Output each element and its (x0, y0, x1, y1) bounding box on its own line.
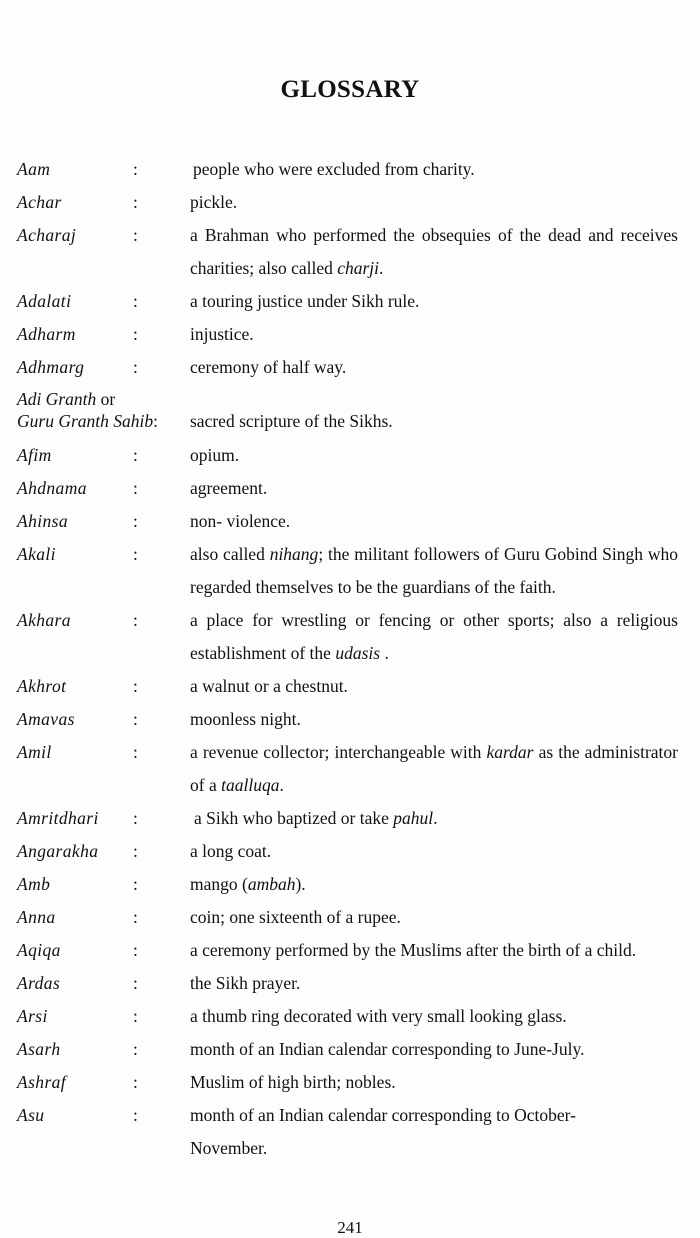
glossary-term: Afim (17, 445, 52, 465)
glossary-entry (17, 439, 678, 472)
separator: : (133, 610, 138, 630)
glossary-term: Adalati (17, 291, 72, 311)
separator: : (133, 808, 138, 828)
separator: : (133, 511, 138, 531)
glossary-definition: moonless night. (190, 709, 301, 729)
italic-term: pahul (393, 808, 434, 828)
glossary-definition: a revenue collector; interchangeable with kardar as the administrator of a taalluqa. (190, 742, 678, 795)
separator: : (133, 1039, 138, 1059)
separator: : (153, 411, 158, 431)
italic-term: udasis (335, 643, 381, 663)
separator: : (133, 159, 138, 179)
glossary-list (17, 153, 678, 1165)
glossary-definition: a Sikh who baptized or take pahul. (194, 808, 438, 828)
glossary-definition: a Brahman who performed the obsequies of the dead and receives charities; also called charji. (190, 225, 678, 278)
glossary-definition: ceremony of half way. (190, 357, 347, 377)
glossary-definition: sacred scripture of the Sikhs. (190, 411, 393, 431)
separator: : (133, 907, 138, 927)
separator: : (133, 324, 138, 344)
glossary-definition: a touring justice under Sikh rule. (190, 291, 420, 311)
glossary-entry (17, 1000, 678, 1033)
glossary-entry (17, 219, 678, 285)
glossary-entry (17, 186, 678, 219)
italic-term: kardar (486, 742, 534, 762)
glossary-entry (17, 285, 678, 318)
glossary-definition: non- violence. (190, 511, 291, 531)
glossary-term: Akali (17, 544, 56, 564)
glossary-term: Acharaj (17, 225, 77, 245)
glossary-definition: a place for wrestling or fencing or other sports; also a religious establishment of the udasis . (190, 610, 678, 663)
glossary-definition: mango (ambah). (190, 874, 306, 894)
glossary-term: Akhara (17, 610, 71, 630)
glossary-entry (17, 472, 678, 505)
separator: : (133, 1072, 138, 1092)
separator: : (133, 478, 138, 498)
glossary-term: Adharm (17, 324, 76, 344)
italic-term: nihang (269, 544, 319, 564)
glossary-term: Amil (17, 742, 52, 762)
separator: : (133, 445, 138, 465)
glossary-term: Amritdhari (17, 808, 99, 828)
glossary-entry (17, 384, 678, 432)
glossary-definition: opium. (190, 445, 240, 465)
glossary-entry (17, 835, 678, 868)
glossary-entry (17, 153, 678, 186)
glossary-term: Asu (17, 1105, 45, 1125)
glossary-entry (17, 538, 678, 604)
glossary-entry (17, 670, 678, 703)
separator: : (133, 544, 138, 564)
separator: : (133, 841, 138, 861)
separator: : (133, 940, 138, 960)
glossary-definition: pickle. (190, 192, 238, 212)
glossary-term: Angarakha (17, 841, 99, 861)
glossary-entry (17, 802, 678, 835)
glossary-term: Ashraf (17, 1072, 67, 1092)
glossary-entry (17, 318, 678, 351)
separator: : (133, 709, 138, 729)
glossary-term: Ardas (17, 973, 61, 993)
glossary-entry (17, 703, 678, 736)
glossary-term: Guru Granth Sahib: (17, 411, 158, 431)
glossary-term: Aam (17, 159, 51, 179)
glossary-entry (17, 934, 678, 967)
glossary-entry (17, 1033, 678, 1066)
separator: : (133, 874, 138, 894)
page-number: 241 (337, 1218, 363, 1237)
glossary-definition: a ceremony performed by the Muslims after the birth of a child. (190, 940, 637, 960)
glossary-definition: a walnut or a chestnut. (190, 676, 348, 696)
separator: : (133, 973, 138, 993)
glossary-entry (17, 505, 678, 538)
glossary-term: Anna (17, 907, 56, 927)
glossary-entry (17, 351, 678, 384)
italic-term: charji (337, 258, 380, 278)
glossary-definition: a thumb ring decorated with very small looking glass. (190, 1006, 567, 1026)
separator: : (133, 192, 138, 212)
glossary-term: Ahdnama (17, 478, 87, 498)
glossary-definition: coin; one sixteenth of a rupee. (190, 907, 401, 927)
italic-term: ambah (247, 874, 296, 894)
glossary-entry (17, 1099, 678, 1165)
separator: : (133, 1105, 138, 1125)
glossary-entry (17, 736, 678, 802)
separator: : (133, 291, 138, 311)
glossary-definition: people who were excluded from charity. (193, 159, 475, 179)
glossary-definition: a long coat. (190, 841, 272, 861)
separator: : (133, 357, 138, 377)
glossary-term: Arsi (17, 1006, 48, 1026)
glossary-definition: agreement. (190, 478, 268, 498)
separator: : (133, 742, 138, 762)
glossary-term: Amb (17, 874, 51, 894)
glossary-term: Akhrot (17, 676, 67, 696)
glossary-term: Asarh (17, 1039, 61, 1059)
glossary-term: Amavas (17, 709, 75, 729)
italic-term: taalluqa (221, 775, 280, 795)
glossary-term: Adhmarg (17, 357, 85, 377)
separator: : (133, 1006, 138, 1026)
glossary-entry (17, 868, 678, 901)
glossary-entry (17, 967, 678, 1000)
separator: : (133, 225, 138, 245)
glossary-definition: month of an Indian calendar corresponding to October-November. (190, 1105, 576, 1158)
glossary-definition: also called nihang; the militant followers of Guru Gobind Singh who regarded themselves to be the guardians of the faith. (190, 544, 678, 597)
glossary-term: Ahinsa (17, 511, 69, 531)
glossary-definition: the Sikh prayer. (190, 973, 301, 993)
glossary-definition: month of an Indian calendar corresponding to June-July. (190, 1039, 585, 1059)
glossary-entry (17, 1066, 678, 1099)
glossary-term: Achar (17, 192, 62, 212)
page-title: GLOSSARY (280, 76, 420, 103)
glossary-entry (17, 604, 678, 670)
separator: : (133, 676, 138, 696)
glossary-definition: injustice. (190, 324, 254, 344)
glossary-definition: Muslim of high birth; nobles. (190, 1072, 396, 1092)
glossary-term: Aqiqa (17, 940, 61, 960)
glossary-term-line1: Adi Granth or (17, 389, 116, 409)
glossary-entry (17, 901, 678, 934)
